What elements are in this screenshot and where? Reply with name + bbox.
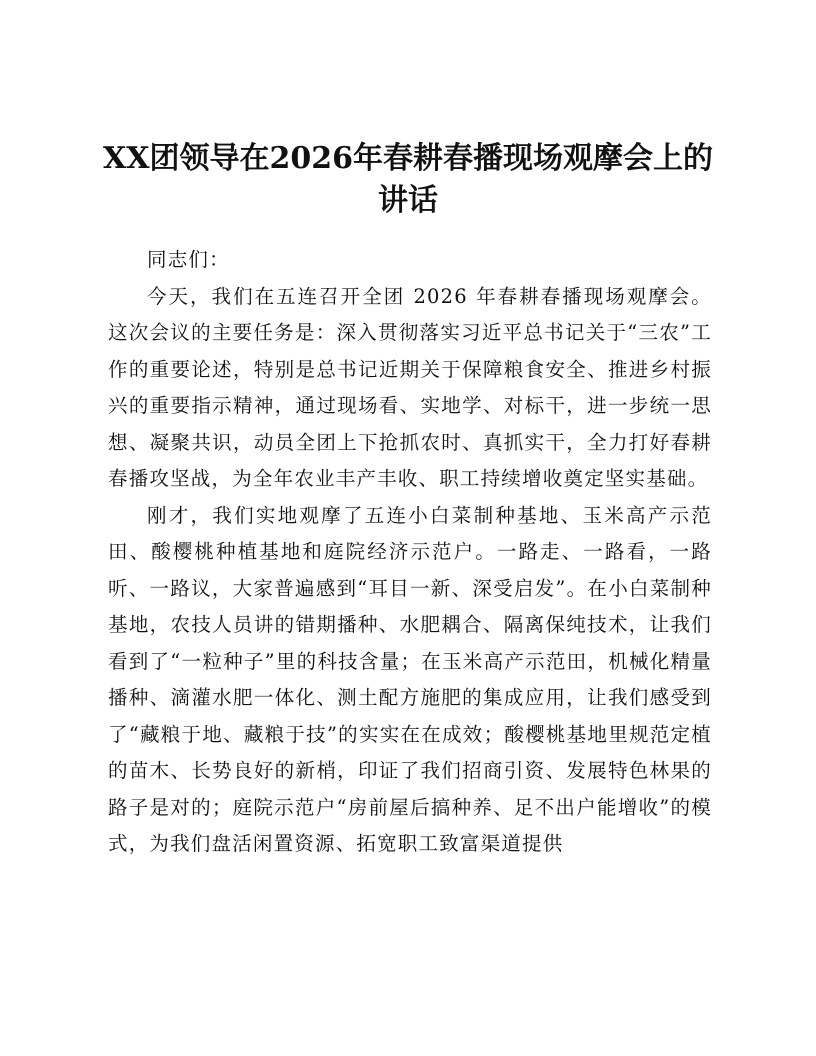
document-title: XX团领导在2026年春耕春播现场观摩会上的讲话 (102, 141, 714, 218)
paragraph-1: 今天，我们在五连召开全团 2026 年春耕春播现场观摩会。这次会议的主要任务是：深入贯彻落实习近平总书记关于“三农”工作的重要论述，特别是总书记近期关于保障粮食安全、推进乡村振兴的重要指示精神，通过现场看、实地学、对标干，进一步统一思想、凝聚共识，动员全团上下抢抓农时、真抓实干，全力打好春耕春播攻坚战，为全年农业丰产丰收、职工持续增收奠定坚实基础。 (108, 284, 712, 490)
salutation: 同志们： (147, 248, 230, 271)
document-body (108, 242, 712, 863)
paragraph-2: 刚才，我们实地观摩了五连小白菜制种基地、玉米高产示范田、酸樱桃种植基地和庭院经济示范户。一路走、一路看，一路听、一路议，大家普遍感到“耳目一新、深受启发”。在小白菜制种基地，农技人员讲的错期播种、水肥耦合、隔离保纯技术，让我们看到了“一粒种子”里的科技含量；在玉米高产示范田，机械化精量播种、滴灌水肥一体化、测土配方施肥的集成应用，让我们感受到了“藏粮于地、藏粮于技”的实实在在成效；酸樱桃基地里规范定植的苗木、长势良好的新梢，印证了我们招商引资、发展特色林果的路子是对的；庭院示范户“房前屋后搞种养、足不出户能增收”的模式，为我们盘活闲置资源、拓宽职工致富渠道提供 (108, 503, 712, 855)
